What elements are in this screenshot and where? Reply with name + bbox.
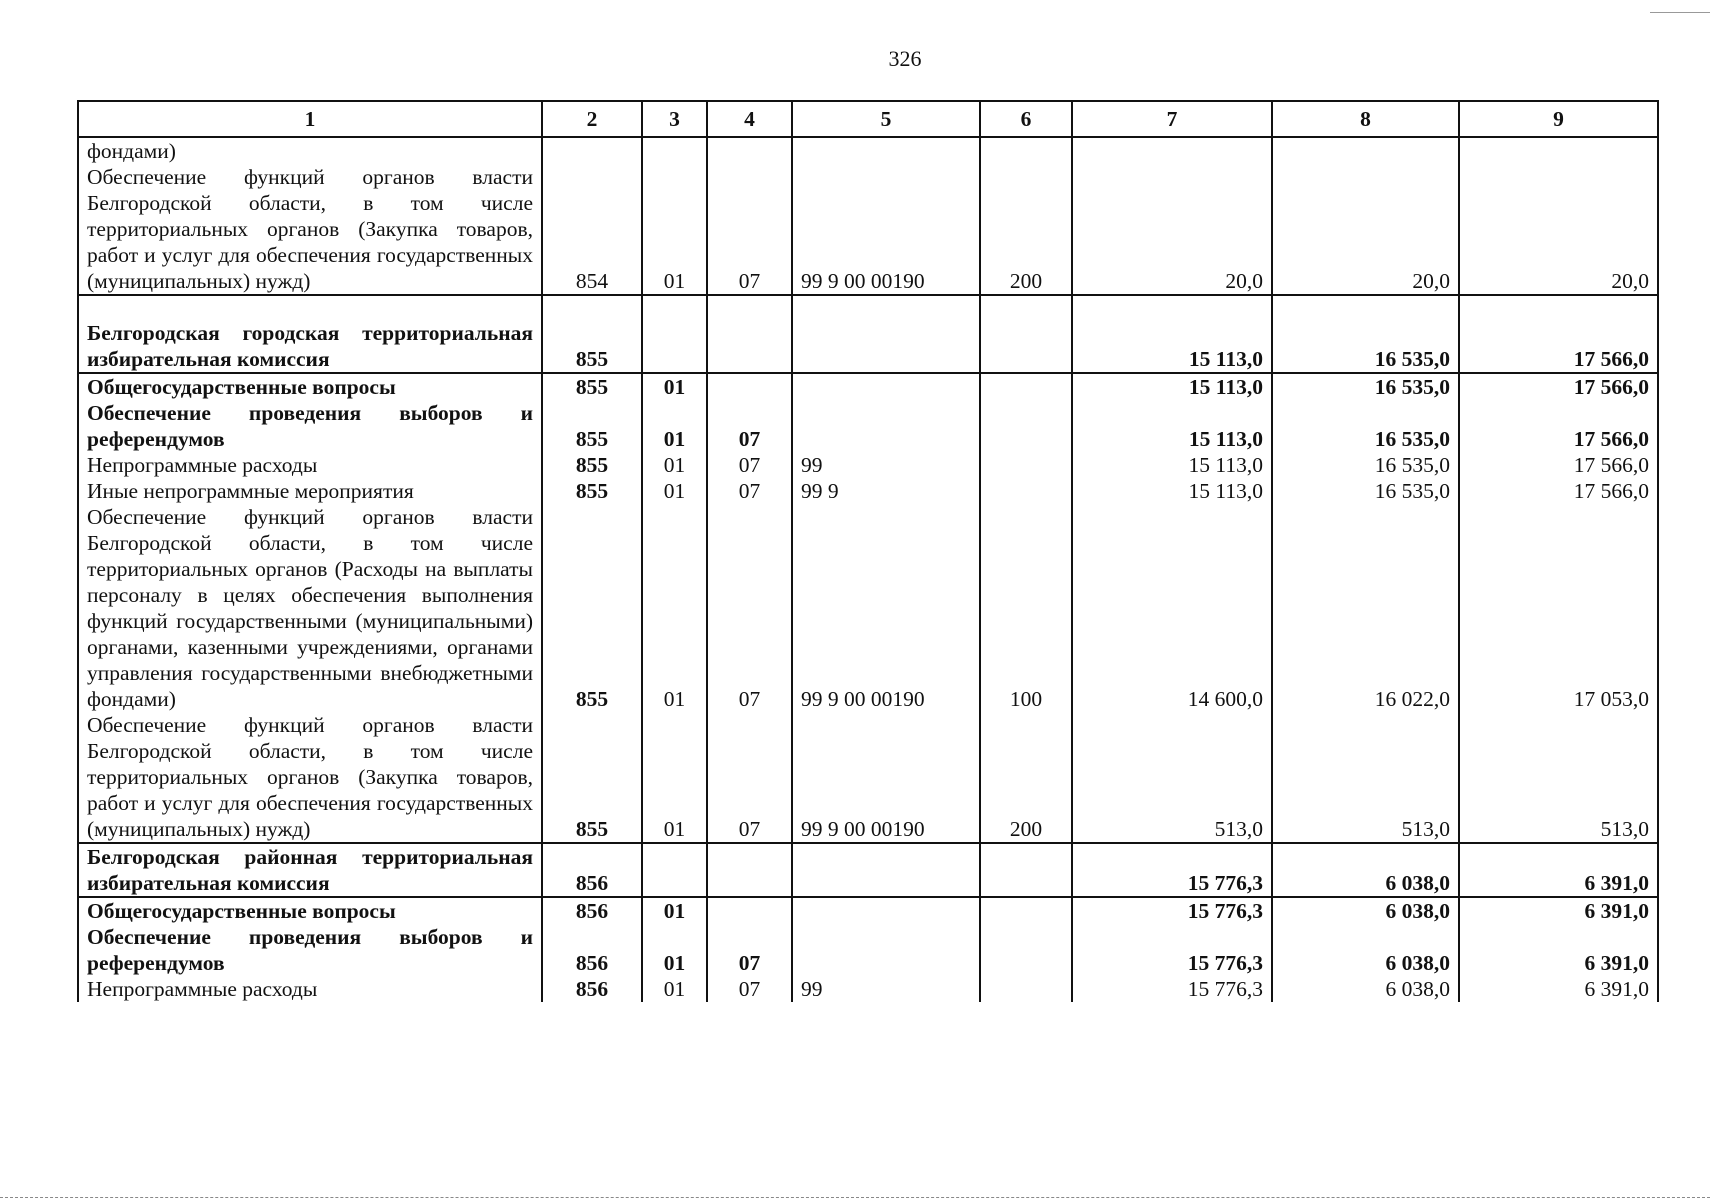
cell-target: 99 (792, 976, 980, 1002)
cell-section: 01 (642, 712, 707, 843)
cell-expense-type: 200 (980, 137, 1072, 295)
cell-value-8: 16 535,0 (1272, 452, 1459, 478)
table-row (78, 400, 1658, 452)
row-name: фондами) Обеспечение функций органов власти Белгородской области, в том числе территориальных органов (Закупка товаров, работ и услуг для обеспечения государственных (муниципальных) нужд) (78, 137, 542, 295)
budget-table (77, 100, 1659, 1002)
cell-target (792, 295, 980, 373)
cell-value-8: 6 038,0 (1272, 843, 1459, 897)
cell-value-9: 6 391,0 (1459, 976, 1658, 1002)
row-name: Обеспечение проведения выборов и референдумов (78, 924, 542, 976)
cell-value-9: 6 391,0 (1459, 897, 1658, 924)
cell-section (642, 843, 707, 897)
cell-value-7: 15 776,3 (1072, 924, 1272, 976)
cell-code: 855 (542, 373, 642, 400)
cell-expense-type (980, 976, 1072, 1002)
row-name: Непрограммные расходы (78, 976, 542, 1002)
cell-value-7: 20,0 (1072, 137, 1272, 295)
cell-value-9: 6 391,0 (1459, 843, 1658, 897)
cell-value-7: 513,0 (1072, 712, 1272, 843)
cell-value-9: 17 566,0 (1459, 478, 1658, 504)
cell-code: 855 (542, 295, 642, 373)
cell-value-8: 16 535,0 (1272, 295, 1459, 373)
cell-code: 856 (542, 924, 642, 976)
cell-expense-type (980, 452, 1072, 478)
cell-value-7: 15 113,0 (1072, 295, 1272, 373)
column-header: 5 (792, 101, 980, 137)
cell-value-7: 15 113,0 (1072, 400, 1272, 452)
cell-expense-type: 100 (980, 504, 1072, 712)
column-header: 7 (1072, 101, 1272, 137)
cell-value-7: 15 113,0 (1072, 373, 1272, 400)
cell-value-8: 16 535,0 (1272, 373, 1459, 400)
row-name: Общегосударственные вопросы (78, 373, 542, 400)
cell-value-7: 15 113,0 (1072, 452, 1272, 478)
table-row (78, 897, 1658, 924)
cell-value-8: 16 535,0 (1272, 478, 1459, 504)
cell-value-7: 15 113,0 (1072, 478, 1272, 504)
cell-target: 99 9 00 00190 (792, 137, 980, 295)
cell-value-9: 17 566,0 (1459, 295, 1658, 373)
cell-section: 01 (642, 400, 707, 452)
cell-value-8: 6 038,0 (1272, 897, 1459, 924)
cell-section: 01 (642, 897, 707, 924)
table-row (78, 137, 1658, 295)
cell-target: 99 9 00 00190 (792, 712, 980, 843)
cell-code: 855 (542, 478, 642, 504)
cell-code: 855 (542, 452, 642, 478)
cell-code: 856 (542, 843, 642, 897)
cell-subsection: 07 (707, 478, 792, 504)
cell-section: 01 (642, 504, 707, 712)
table-row (78, 712, 1658, 843)
column-header: 9 (1459, 101, 1658, 137)
column-header: 1 (78, 101, 542, 137)
column-header: 8 (1272, 101, 1459, 137)
cell-expense-type: 200 (980, 712, 1072, 843)
header-row (78, 101, 1658, 137)
row-name: Непрограммные расходы (78, 452, 542, 478)
row-name: Иные непрограммные мероприятия (78, 478, 542, 504)
scan-corner-mark (1650, 0, 1710, 13)
cell-code: 855 (542, 712, 642, 843)
cell-value-9: 17 566,0 (1459, 452, 1658, 478)
row-name: Общегосударственные вопросы (78, 897, 542, 924)
cell-expense-type (980, 295, 1072, 373)
cell-section: 01 (642, 976, 707, 1002)
scan-bottom-rule (0, 1197, 1710, 1198)
table-row (78, 924, 1658, 976)
cell-subsection: 07 (707, 137, 792, 295)
cell-subsection: 07 (707, 924, 792, 976)
cell-value-9: 20,0 (1459, 137, 1658, 295)
cell-value-9: 513,0 (1459, 712, 1658, 843)
cell-value-8: 513,0 (1272, 712, 1459, 843)
cell-subsection (707, 373, 792, 400)
cell-section: 01 (642, 452, 707, 478)
cell-subsection: 07 (707, 976, 792, 1002)
cell-value-8: 16 022,0 (1272, 504, 1459, 712)
cell-expense-type (980, 373, 1072, 400)
cell-value-8: 6 038,0 (1272, 976, 1459, 1002)
cell-code: 856 (542, 897, 642, 924)
page-number: 326 (888, 46, 922, 71)
cell-target: 99 9 00 00190 (792, 504, 980, 712)
cell-subsection: 07 (707, 400, 792, 452)
row-name: Обеспечение проведения выборов и референдумов (78, 400, 542, 452)
cell-target (792, 400, 980, 452)
cell-value-9: 17 566,0 (1459, 400, 1658, 452)
column-header: 6 (980, 101, 1072, 137)
cell-section: 01 (642, 478, 707, 504)
cell-value-8: 6 038,0 (1272, 924, 1459, 976)
cell-target (792, 373, 980, 400)
table-row (78, 295, 1658, 373)
cell-target: 99 9 (792, 478, 980, 504)
cell-target (792, 843, 980, 897)
cell-expense-type (980, 400, 1072, 452)
cell-expense-type (980, 478, 1072, 504)
column-header: 4 (707, 101, 792, 137)
cell-code: 856 (542, 976, 642, 1002)
cell-target (792, 897, 980, 924)
row-name: Белгородская городская территориальная избирательная комиссия (78, 295, 542, 373)
cell-value-7: 14 600,0 (1072, 504, 1272, 712)
cell-value-7: 15 776,3 (1072, 976, 1272, 1002)
cell-section: 01 (642, 373, 707, 400)
table-row (78, 373, 1658, 400)
cell-value-7: 15 776,3 (1072, 843, 1272, 897)
cell-value-7: 15 776,3 (1072, 897, 1272, 924)
cell-subsection: 07 (707, 452, 792, 478)
row-name: Обеспечение функций органов власти Белгородской области, в том числе территориальных органов (Расходы на выплаты персоналу в целях обеспечения выполнения функций государственными (муниципальными) органами, казенными учреждениями, органами управления государственными внебюджетными фондами) (78, 504, 542, 712)
cell-subsection (707, 897, 792, 924)
cell-subsection: 07 (707, 712, 792, 843)
cell-value-8: 16 535,0 (1272, 400, 1459, 452)
column-header: 3 (642, 101, 707, 137)
cell-section: 01 (642, 137, 707, 295)
cell-expense-type (980, 924, 1072, 976)
cell-value-9: 17 053,0 (1459, 504, 1658, 712)
column-header: 2 (542, 101, 642, 137)
cell-value-9: 17 566,0 (1459, 373, 1658, 400)
row-name: Обеспечение функций органов власти Белгородской области, в том числе территориальных органов (Закупка товаров, работ и услуг для обеспечения государственных (муниципальных) нужд) (78, 712, 542, 843)
cell-section (642, 295, 707, 373)
table-row (78, 452, 1658, 478)
cell-section: 01 (642, 924, 707, 976)
cell-value-9: 6 391,0 (1459, 924, 1658, 976)
cell-target (792, 924, 980, 976)
cell-subsection (707, 295, 792, 373)
cell-target: 99 (792, 452, 980, 478)
table-row (78, 843, 1658, 897)
table-row (78, 504, 1658, 712)
table-row (78, 976, 1658, 1002)
cell-value-8: 20,0 (1272, 137, 1459, 295)
cell-code: 855 (542, 504, 642, 712)
cell-subsection (707, 843, 792, 897)
cell-subsection: 07 (707, 504, 792, 712)
cell-code: 855 (542, 400, 642, 452)
cell-code: 854 (542, 137, 642, 295)
cell-expense-type (980, 897, 1072, 924)
cell-expense-type (980, 843, 1072, 897)
row-name: Белгородская районная территориальная избирательная комиссия (78, 843, 542, 897)
table-row (78, 478, 1658, 504)
